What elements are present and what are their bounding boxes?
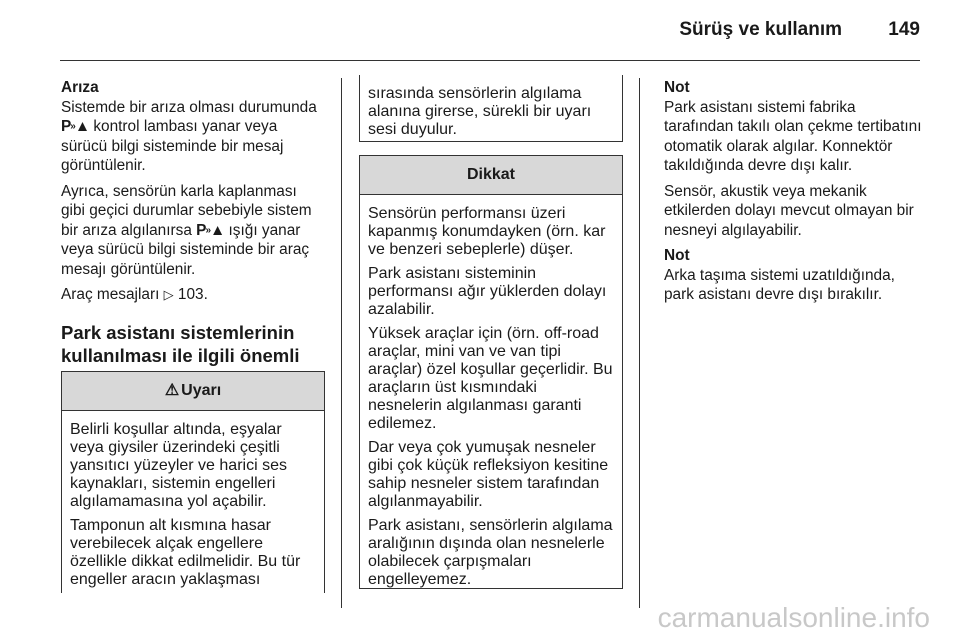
section-title: Sürüş ve kullanım (679, 19, 842, 40)
note-1-paragraph-2: Sensör, akustik veya mekanik etkilerden dolayı mevcut olmayan bir nesneyi algılayabilir. (664, 182, 914, 239)
warning-continued-text: sırasında sensörlerin algılama alanına girerse, sürekli bir uyarı sesi duyulur. (368, 85, 592, 138)
warning-header: ⚠ Uyarı (62, 372, 324, 411)
caution-paragraph-1: Sensörün performansı üzeri kapanmış konumdayken (örn. kar ve benzeri sebeplerle) düşer. (368, 205, 606, 258)
watermark: carmanualsonline.info (657, 602, 930, 633)
warning-paragraph-2: Tamponun alt kısmına hasar verebilecek alçak engellere özellikle dikkat edilmelidir. Bu tür engeller aracın yaklaşması (70, 517, 301, 588)
column-1 (61, 78, 325, 398)
important-notes-heading: Park asistanı sistemlerinin kullanılması ile ilgili önemli (61, 321, 300, 366)
warning-continued-body (360, 75, 622, 142)
fault-paragraph-2: Ayrıca, sensörün karla kaplanması gibi geçici durumlar sebebiyle sistem bir arıza algılanırsa P»▲ ışığı yanar veya sürücü bilgi sisteminde bir araç mesajı görüntülenir. (61, 182, 312, 278)
note-1-paragraph-1: Park asistanı sistemi fabrika tarafından takılı olan çekme tertibatını otomatik olarak algılar. Konnektör takıldığında devre dışı kalır. (664, 98, 922, 174)
caution-paragraph-3: Yüksek araçlar için (örn. off-road araçlar, mini van ve van tipi araçlar) özel koşullar geçerlidir. Bu araçların üst kısmındaki nesnelerin algılanması garanti edilemez. (368, 325, 613, 432)
column-divider-1 (341, 78, 342, 608)
fault-paragraph-1: Sistemde bir arıza olması durumunda P»▲ kontrol lambası yanar veya sürücü bilgi sisteminde bir mesaj görüntülenir. (61, 98, 317, 174)
page-number: 149 (888, 19, 920, 40)
warning-paragraph-1: Belirli koşullar altında, eşyalar veya giysiler üzerindeki çeşitli yansıtıcı yüzeyler ve harici ses kaynakları, sistemin engelleri algılamamasına yol açabilir. (70, 421, 287, 510)
note-2-heading: Not (664, 247, 690, 264)
header-divider (60, 60, 920, 61)
column-3 (664, 78, 926, 311)
arrow-ref-icon: ▷ (163, 287, 174, 302)
column-divider-2 (639, 78, 640, 608)
caution-paragraph-5: Park asistanı, sensörlerin algılama aralığının dışında olan nesnelerle olabilecek çarpışmaları engelleyemez. (368, 517, 613, 588)
caution-box (359, 155, 623, 589)
page-header (0, 0, 960, 60)
note-2-paragraph-1: Arka taşıma sistemi uzatıldığında, park asistanı devre dışı bırakılır. (664, 266, 895, 303)
note-1-heading: Not (664, 79, 690, 96)
caution-paragraph-4: Dar veya çok yumuşak nesneler gibi çok küçük refleksiyon kesitine sahip nesneler sistem tarafından algılanmayabilir. (368, 439, 609, 510)
warning-continued-box (359, 75, 623, 142)
park-assist-icon: P»▲ (61, 118, 90, 135)
caution-body (360, 195, 622, 589)
warning-triangle-icon: ⚠ (164, 382, 180, 399)
vehicle-messages-ref: Araç mesajları ▷ 103. (61, 286, 208, 303)
fault-heading: Arıza (61, 79, 99, 96)
park-assist-icon: P»▲ (196, 221, 225, 239)
warning-body (62, 411, 324, 593)
caution-header: Dikkat (360, 156, 622, 195)
warning-box (61, 371, 325, 593)
caution-paragraph-2: Park asistanı sisteminin performansı ağır yüklerden dolayı azalabilir. (368, 265, 607, 318)
